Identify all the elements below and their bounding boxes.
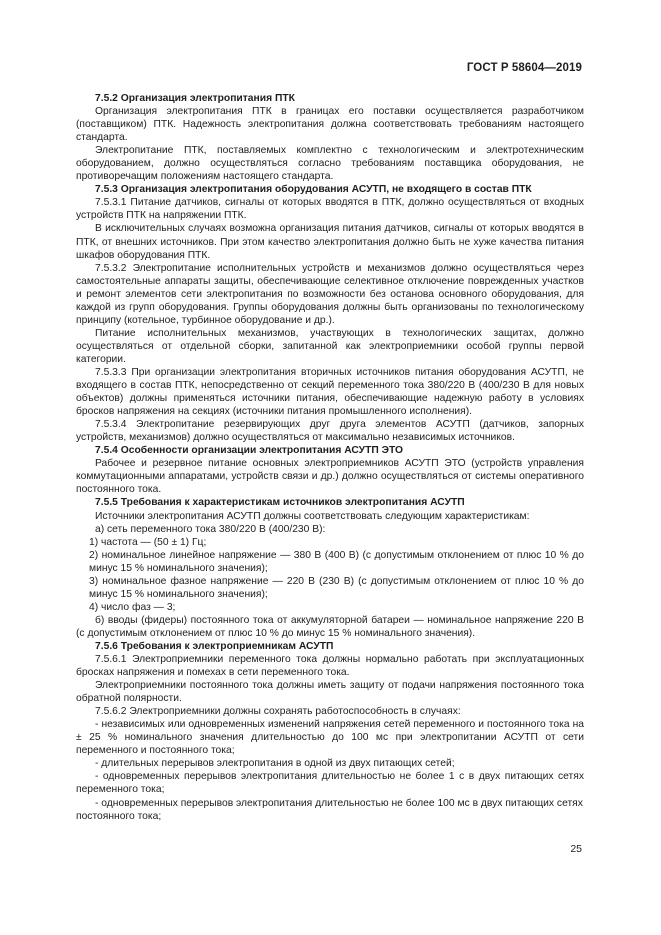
- paragraph: а) сеть переменного тока 380/220 В (400/230 В):: [95, 523, 326, 535]
- document-body: [76, 92, 584, 823]
- paragraph: Организация электропитания ПТК в границах его поставки осуществляется разработчиком (поставщиком) ПТК. Надежность электропитания должна соответствовать требованиям настоящего стандарта.: [76, 106, 584, 144]
- standard-designation: ГОСТ Р 58604—2019: [466, 62, 582, 74]
- list-subitem: 1) частота — (50 ± 1) Гц;: [89, 536, 207, 548]
- paragraph: 7.5.3.4 Электропитание резервирующих друг друга элементов АСУТП (датчиков, запорных устройств, механизмов) должно осуществляться от максимально независимых источников.: [76, 419, 584, 444]
- page-number: 25: [570, 843, 582, 855]
- paragraph: 7.5.3.2 Электропитание исполнительных устройств и механизмов должно осуществляться через самостоятельные аппараты защиты, обеспечивающие селективное отключение поврежденных участков и ремонт элементов сети электропитания по возможности без останова основного оборудования, для каждой из групп оборудования. Группы оборудования должны быть организованы по технологическому принципу (котельное, турбинное оборудование и др.).: [76, 262, 584, 326]
- list-subitem: 4) число фаз — 3;: [89, 601, 176, 613]
- paragraph: 7.5.3.1 Питание датчиков, сигналы от которых вводятся в ПТК, должно осуществляться от входных устройств ПТК на напряжении ПТК.: [76, 197, 584, 222]
- paragraph: 7.5.6.2 Электроприемники должны сохранять работоспособность в случаях:: [95, 706, 461, 718]
- paragraph: Питание исполнительных механизмов, участвующих в технологических защитах, должно осуществляться от отдельной сборки, запитанной как электроприемники особой группы первой категории.: [76, 327, 584, 365]
- paragraph: - одновременных перерывов электропитания длительностью не более 100 мс в двух питающих сетях постоянного тока;: [76, 797, 583, 822]
- paragraph: - длительных перерывов электропитания в одной из двух питающих сетей;: [95, 758, 455, 770]
- section-heading: 7.5.2 Организация электропитания ПТК: [95, 93, 295, 104]
- paragraph: 7.5.3.3 При организации электропитания вторичных источников питания оборудования АСУТП, не входящего в состав ПТК, непосредственно от секций переменного тока 380/220 В (400/230 В для новых объектов) должны применяться источники питания, обеспечивающие надежную работу в условиях бросков напряжения на секциях (источники питания промышленного исполнения).: [76, 366, 584, 418]
- list-subitem: 2) номинальное линейное напряжение — 380 В (400 В) (с допустимым отклонением от плюс 10 % до минус 15 % номинального значения);: [89, 549, 584, 574]
- paragraph: Электроприемники постоянного тока должны иметь защиту от подачи напряжения постоянного тока обратной полярности.: [76, 680, 584, 705]
- section-heading: 7.5.4 Особенности организации электропитания АСУТП ЭТО: [95, 445, 404, 457]
- paragraph: б) вводы (фидеры) постоянного тока от аккумуляторной батареи — номинальное напряжение 220 В (с допустимым отклонением от плюс 10 % до минус 15 % номинального значения).: [76, 614, 584, 639]
- paragraph: Рабочее и резервное питание основных электроприемников АСУТП ЭТО (устройств управления коммутационными аппаратами, устройств связи и др.) должно осуществляться от системы оперативного постоянного тока.: [76, 458, 584, 496]
- paragraph: - одновременных перерывов электропитания длительностью не более 1 с в двух питающих сетях переменного тока;: [76, 771, 584, 796]
- paragraph: - независимых или одновременных изменений напряжения сетей переменного и постоянного тока на ± 25 % номинального значения длительностью до 100 мс при электропитании АСУТП от сети переменного и постоянного тока;: [76, 719, 584, 757]
- paragraph: Электропитание ПТК, поставляемых комплектно с технологическим и электротехническим оборудованием, должно осуществляться согласно требованиям поставщика оборудования, не противоречащим положениям настоящего стандарта.: [76, 145, 584, 183]
- paragraph: Источники электропитания АСУТП должны соответствовать следующим характеристикам:: [95, 510, 530, 522]
- paragraph: 7.5.6.1 Электроприемники переменного тока должны нормально работать при эксплуатационных бросках напряжения и помехах в сети переменного тока.: [76, 654, 584, 679]
- section-heading: 7.5.5 Требования к характеристикам источников электропитания АСУТП: [95, 497, 465, 509]
- list-subitem: 3) номинальное фазное напряжение — 220 В (230 В) (с допустимым отклонением от плюс 10 % до минус 15 % номинального значения);: [89, 575, 584, 600]
- section-heading: 7.5.6 Требования к электроприемникам АСУТП: [95, 640, 334, 652]
- paragraph: В исключительных случаях возможна организация питания датчиков, сигналы от которых вводятся в ПТК, от внешних источников. При этом качество электропитания должно быть не хуже качества питания шкафов оборудования ПТК.: [76, 223, 584, 261]
- section-heading: 7.5.3 Организация электропитания оборудования АСУТП, не входящего в состав ПТК: [95, 184, 532, 196]
